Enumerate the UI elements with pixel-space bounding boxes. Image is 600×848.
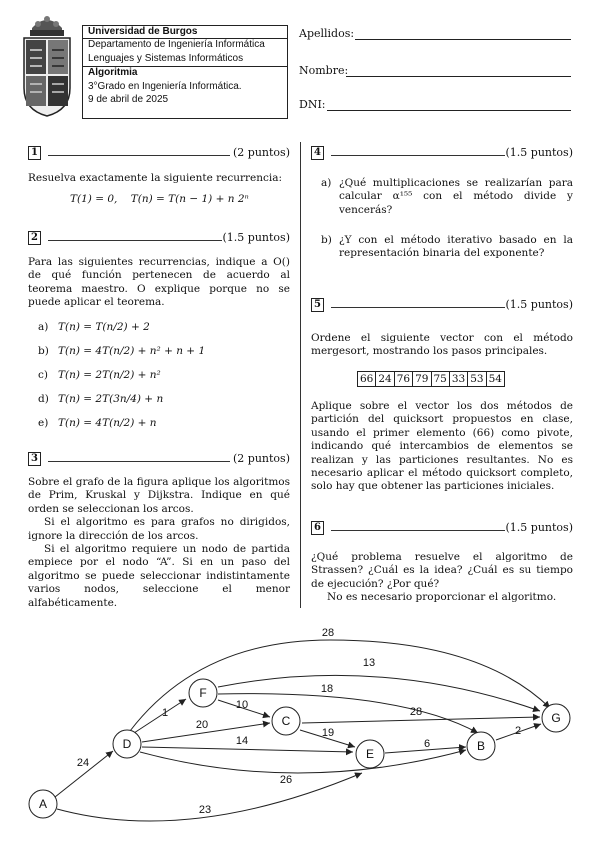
weight-label-D-B: 26 <box>279 774 293 786</box>
node-E <box>356 740 384 768</box>
q1-formula: T(1) = 0, T(n) = T(n − 1) + n 2ⁿ <box>70 193 249 205</box>
q6-paragraph-2: No es necesario proporcionar el algoritmo. <box>327 591 557 604</box>
q3-number: 3 <box>28 452 41 466</box>
q4-b-text: ¿Y con el método iterativo basado en la representación binaria del exponente? <box>339 234 573 260</box>
q3-points: (2 puntos) <box>233 452 290 465</box>
weight-label-D-E: 14 <box>235 735 249 747</box>
department-name: Departamento de Ingeniería Informática <box>88 39 265 50</box>
name-line[interactable] <box>346 76 571 77</box>
q2-text: Para las siguientes recurrencias, indique a O() de qué función pertenecen de acuerdo al teorema maestro. O explique porque no se puede aplicar el teorema. <box>28 256 290 309</box>
edge-D-F <box>134 699 186 733</box>
weight-label-A-D: 24 <box>76 757 90 769</box>
node-B-label: B <box>476 739 486 753</box>
q2-number: 2 <box>28 231 41 245</box>
q3-paragraph-1: Sobre el grafo de la figura aplique los algoritmos de Prim, Kruskal y Dijkstra. Indique en qué orden se seleccionan los arcos. <box>28 476 290 515</box>
vector-cell: 66 <box>358 372 376 387</box>
exam-date: 9 de abril de 2025 <box>88 94 169 105</box>
node-F <box>189 679 217 707</box>
q5-rule <box>331 307 505 308</box>
institution-header-box <box>82 25 288 119</box>
q6-points: (1.5 puntos) <box>505 521 573 534</box>
edge-D-E <box>142 747 353 752</box>
edge-F-B <box>218 694 478 733</box>
q4-points: (1.5 puntos) <box>505 146 573 159</box>
weight-label-F-G: 13 <box>362 657 376 669</box>
vector-cell: 54 <box>486 372 504 387</box>
weight-label-E-B: 6 <box>423 738 431 750</box>
node-F-label: F <box>199 686 207 700</box>
q5-vector <box>357 371 505 387</box>
node-D <box>113 730 141 758</box>
vector-cell: 53 <box>468 372 486 387</box>
q2-item-c-expr: T(n) = 2T(n/2) + n² <box>58 369 161 381</box>
q2-rule <box>48 240 222 241</box>
q6-header <box>311 521 573 535</box>
weight-label-D-G: 28 <box>321 627 335 639</box>
q3-header <box>28 452 290 466</box>
q2-item-b <box>38 345 205 357</box>
q4-rule <box>331 155 505 156</box>
q6-paragraph-1: ¿Qué problema resuelve el algoritmo de Strassen? ¿Cuál es la idea? ¿Cuál es su tiempo de ejecución? ¿Por qué? <box>311 551 573 590</box>
weight-label-B-G: 2 <box>514 725 522 737</box>
university-crest-logo <box>18 10 76 118</box>
q5-header <box>311 298 573 312</box>
id-line-wrap <box>299 98 573 112</box>
course-name: Algoritmia <box>88 67 138 78</box>
node-A-label: A <box>38 797 48 811</box>
q1-rule <box>48 155 230 156</box>
vector-cell: 33 <box>449 372 467 387</box>
surname-line[interactable] <box>355 39 571 40</box>
q2-item-d-expr: T(n) = 2T(3n/4) + n <box>58 393 164 405</box>
vector-cell: 75 <box>431 372 449 387</box>
edge-D-B <box>140 750 466 773</box>
node-D-label: D <box>122 737 132 751</box>
q5-points: (1.5 puntos) <box>505 298 573 311</box>
area-name: Lenguajes y Sistemas Informáticos <box>88 53 244 64</box>
q2-header <box>28 231 290 245</box>
id-line[interactable] <box>327 110 571 111</box>
q6-rule <box>331 530 505 531</box>
q1-header <box>28 146 290 160</box>
q1-number: 1 <box>28 146 41 160</box>
q4-a-text: ¿Qué multiplicaciones se realizarían para calcular α¹⁵⁵ con el método divide y vencerás? <box>339 177 573 216</box>
graph-figure <box>0 620 600 848</box>
q2-item-b-label: b) <box>38 345 49 357</box>
q5-number: 5 <box>311 298 324 312</box>
q2-item-a-label: a) <box>38 321 49 333</box>
node-C <box>272 707 300 735</box>
q5-text-1: Ordene el siguiente vector con el método mergesort, mostrando los pasos principales. <box>311 332 573 358</box>
node-C-label: C <box>281 714 291 728</box>
node-G <box>542 704 570 732</box>
surname-line-wrap <box>299 27 573 41</box>
q2-item-d <box>38 393 163 405</box>
q2-item-c-label: c) <box>38 369 48 381</box>
node-A <box>29 790 57 818</box>
q2-item-c <box>38 369 161 381</box>
weight-label-F-C: 10 <box>235 699 249 711</box>
vector-cell: 76 <box>394 372 412 387</box>
university-name: Universidad de Burgos <box>88 26 198 37</box>
id-label: DNI: <box>299 98 326 111</box>
node-G-label: G <box>551 711 561 725</box>
q4-header <box>311 146 573 160</box>
q3-text <box>28 476 290 610</box>
q6-number: 6 <box>311 521 324 535</box>
column-divider <box>300 142 301 608</box>
q3-rule <box>48 461 230 462</box>
q4-b-label: b) <box>321 234 332 246</box>
q2-item-e <box>38 417 157 429</box>
q2-points: (1.5 puntos) <box>222 231 290 244</box>
edge-F-G <box>218 675 540 711</box>
weight-label-C-G: 28 <box>409 706 423 718</box>
q2-item-e-label: e) <box>38 417 49 429</box>
q6-text <box>311 551 573 605</box>
q2-item-b-expr: T(n) = 4T(n/2) + n² + n + 1 <box>58 345 206 357</box>
node-E-label: E <box>365 747 375 761</box>
q5-text-2: Aplique sobre el vector los dos métodos de partición del quicksort propuestos en clase, usando el primer elemento (66) como pivote, indicando qué intercambios de elementos se realizan y las particiones resultantes. No es necesario aplicar el método quicksort completo, solo hay que obtener las particiones iniciales. <box>311 400 573 493</box>
q3-paragraph-3: Si el algoritmo requiere un nodo de partida empiece por el nodo “A”. Si en un paso del algoritmo se puede seleccionar indistintamente varios nodos, seleccione el menor alfabéticamente. <box>28 543 290 609</box>
q3-paragraph-2: Si el algoritmo es para grafos no dirigidos, ignore la dirección de los arcos. <box>28 516 290 542</box>
weight-label-D-C: 20 <box>195 719 209 731</box>
q1-text: Resuelva exactamente la siguiente recurrencia: <box>28 172 283 184</box>
vector-cell: 24 <box>376 372 394 387</box>
q2-item-e-expr: T(n) = 4T(n/2) + n <box>58 417 157 429</box>
weight-label-F-B: 18 <box>320 683 334 695</box>
weight-label-C-E: 19 <box>321 727 335 739</box>
weight-label-D-F: 1 <box>161 707 169 719</box>
q4-a-label: a) <box>321 177 332 189</box>
q2-item-a-expr: T(n) = T(n/2) + 2 <box>58 321 150 333</box>
degree-name: 3°Grado en Ingeniería Informática. <box>88 81 242 92</box>
q2-item-a <box>38 321 150 333</box>
node-B <box>467 732 495 760</box>
q4-number: 4 <box>311 146 324 160</box>
name-line-wrap <box>299 64 573 78</box>
vector-cell: 79 <box>413 372 431 387</box>
name-label: Nombre: <box>299 64 349 77</box>
q2-item-d-label: d) <box>38 393 49 405</box>
q1-points: (2 puntos) <box>233 146 290 159</box>
surname-label: Apellidos: <box>299 27 355 40</box>
weight-label-A-E: 23 <box>198 804 212 816</box>
